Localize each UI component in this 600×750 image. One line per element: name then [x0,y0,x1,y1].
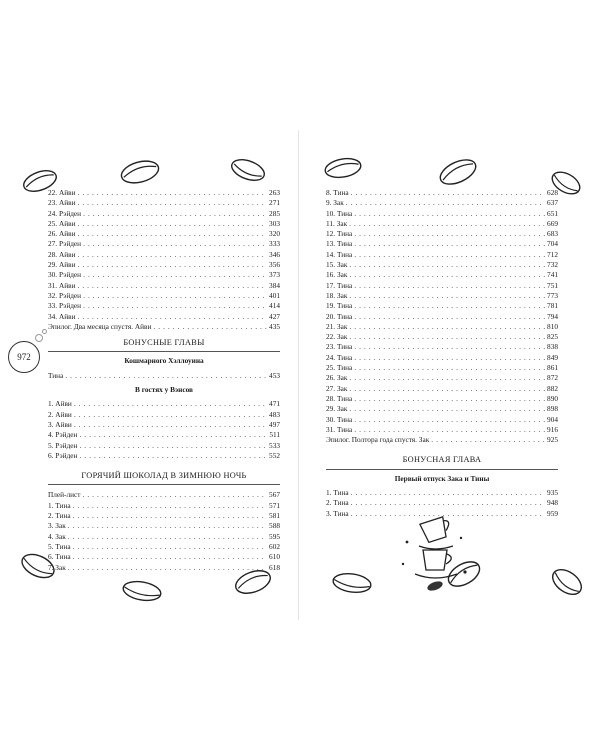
coffee-bean-icon [322,155,364,181]
toc-entry [48,451,280,461]
toc-entry-title: 16. Зак [326,270,348,280]
dot-leader [349,332,545,342]
toc-entry-title: 25. Тина [326,363,353,373]
toc-entry-title: 19. Тина [326,301,353,311]
toc-entry [326,498,558,508]
toc-entry-page: 373 [269,270,280,280]
toc-entry-page: 333 [269,239,280,249]
toc-entry-page: 427 [269,311,280,321]
dot-leader [73,501,267,511]
toc-entry-page: 959 [547,508,558,518]
dot-leader [79,451,267,461]
toc-entry-title: 26. Айви [48,229,76,239]
toc-entry [48,260,280,270]
toc-entry-title: 1. Тина [326,488,349,498]
coffee-bean-icon [548,170,584,196]
hot-chocolate-heading: ГОРЯЧИЙ ШОКОЛАД В ЗИМНЮЮ НОЧЬ [81,471,247,481]
dot-leader [77,219,267,229]
toc-entry [326,301,558,311]
dot-leader [354,239,545,249]
section-rule [48,484,280,485]
toc-entry [326,415,558,425]
coffee-bean-icon [232,568,274,596]
toc-entry [48,371,280,381]
toc-entry-title: 22. Айви [48,188,76,197]
toc-entry-title: 5. Рэйден [48,440,78,450]
toc-entry-page: 651 [547,208,558,218]
toc-entry [326,260,558,270]
toc-entry [326,384,558,394]
toc-entry-page: 781 [547,301,558,311]
toc-entry-page: 384 [269,280,280,290]
toc-entry-page: 602 [269,541,280,551]
dot-leader [349,322,545,332]
toc-entry-page: 810 [547,321,558,331]
toc-entry [48,229,280,239]
toc-entry-title: 4. Зак [48,531,66,541]
toc-entry [326,322,558,332]
toc-entry-page: 704 [547,239,558,249]
toc-entry [48,542,280,552]
page-number-dot [42,329,47,334]
toc-entry-page: 916 [547,424,558,434]
dot-leader [349,384,545,394]
toc-entry-title: 27. Рэйден [48,239,82,249]
toc-entry [48,501,280,511]
toc-entry-title: 2. Айви [48,409,72,419]
toc-entry-page: 435 [269,321,280,331]
toc-entry [48,301,280,311]
toc-entry-title: 23. Тина [326,342,353,352]
toc-entry-page: 271 [269,198,280,208]
dot-leader [73,511,267,521]
dot-leader [354,394,545,404]
toc-entry-page: 861 [547,363,558,373]
toc-entry-page: 637 [547,198,558,208]
toc-entry-title: 29. Айви [48,260,76,270]
dot-leader [354,209,545,219]
toc-entry-title: 4. Рэйден [48,430,78,440]
toc-entry-page: 712 [547,249,558,259]
toc-entry-page: 882 [547,383,558,393]
toc-entry [326,188,558,198]
dot-leader [83,209,267,219]
toc-entry-title: 17. Тина [326,280,353,290]
toc-entry-title: 10. Тина [326,208,353,218]
dot-leader [354,301,545,311]
dot-leader [68,532,267,542]
toc-entry-page: 741 [547,270,558,280]
toc-entry-page: 320 [269,229,280,239]
page-number-badge [8,341,40,373]
toc-entry [326,435,558,445]
toc-entry [326,281,558,291]
toc-entry [48,430,280,440]
toc-entry-page: 533 [269,440,280,450]
toc-entry [326,198,558,208]
toc-entry-page: 414 [269,301,280,311]
toc-entry-title: 6. Тина [48,552,71,562]
dot-leader [74,410,267,420]
dot-leader [73,542,267,552]
dot-leader [349,404,545,414]
dot-leader [77,281,267,291]
dot-leader [79,441,267,451]
toc-entry-title: 2. Тина [48,511,71,521]
toc-entry [326,394,558,404]
coffee-bean-icon [120,578,164,604]
bonus-halloween-title: Кошмарного Хэллоуина [124,356,204,366]
toc-entry-title: 30. Тина [326,414,353,424]
bonus-first-vacation-title: Первый отпуск Зака и Тины [394,473,490,483]
dot-leader [349,260,545,270]
toc-entry [326,229,558,239]
toc-entry [48,420,280,430]
toc-entry [326,239,558,249]
dot-leader [74,420,267,430]
toc-entry [48,410,280,420]
toc-entry [48,441,280,451]
toc-entry-title: 21. Зак [326,321,348,331]
toc-entry-page: 285 [269,208,280,218]
toc-entry-title: 33. Рэйден [48,301,82,311]
toc-entry-title: 25. Айви [48,218,76,228]
coffee-bean-icon [330,570,374,596]
toc-entry [48,250,280,260]
toc-entry [48,511,280,521]
toc-entry [48,188,280,198]
toc-entry-title: 6. Рэйден [48,450,78,460]
toc-entry-page: 838 [547,342,558,352]
toc-entry-title: 9. Зак [326,198,344,208]
toc-entry-title: 31. Тина [326,424,353,434]
toc-entry [48,521,280,531]
dot-leader [351,498,545,508]
bonus-vance-entries [48,399,280,461]
section-rule [326,469,558,470]
toc-entry-title: 27. Зак [326,383,348,393]
bonus-chapter-heading: БОНУСНАЯ ГЛАВА [402,455,482,465]
toc-entry-page: 511 [269,430,280,440]
right-toc [326,188,558,519]
toc-entry [48,270,280,280]
toc-entry-title: 20. Тина [326,311,353,321]
toc-entry [326,353,558,363]
dot-leader [354,363,545,373]
toc-entry-title: 5. Тина [48,541,71,551]
toc-entry [48,281,280,291]
dot-leader [83,239,267,249]
bonus-vance-title: В гостях у Вэнсов [135,385,193,395]
dot-leader [74,399,267,409]
hot-chocolate-entries [48,490,280,572]
toc-entry [326,291,558,301]
toc-entry-page: 849 [547,352,558,362]
toc-entry-title: 3. Тина [326,508,349,518]
toc-entry [326,219,558,229]
toc-entry-title: 26. Зак [326,373,348,383]
dot-leader [77,198,267,208]
toc-entry-page: 588 [269,521,280,531]
bonus-halloween-entries [48,371,280,381]
toc-entry [326,332,558,342]
dot-leader [354,342,545,352]
toc-entry [48,322,280,332]
coffee-bean-icon [548,568,586,596]
toc-entry-title: 30. Рэйден [48,270,82,280]
toc-entry-page: 925 [547,435,558,445]
toc-entry-title: 7. Зак [48,562,66,572]
dot-leader [346,198,545,208]
toc-entry-page: 610 [269,552,280,562]
toc-entry-page: 497 [269,419,280,429]
coffee-bean-icon [228,157,268,183]
toc-entry-page: 669 [547,218,558,228]
toc-entry-title: 18. Зак [326,290,348,300]
toc-entry [326,209,558,219]
toc-entry-title: 1. Айви [48,399,72,409]
dot-leader [354,281,545,291]
dot-leader [65,371,267,381]
toc-entry-page: 751 [547,280,558,290]
toc-entry-title: 1. Тина [48,500,71,510]
dot-leader [68,521,267,531]
dot-leader [83,270,267,280]
toc-entry [48,219,280,229]
toc-entry-page: 346 [269,249,280,259]
toc-entry-page: 890 [547,393,558,403]
toc-entry-title: 14. Тина [326,249,353,259]
toc-entry-page: 898 [547,404,558,414]
dot-leader [153,322,267,332]
toc-entry-page: 263 [269,188,280,197]
toc-entry [48,312,280,322]
dot-leader [349,219,545,229]
toc-entry-page: 948 [547,498,558,508]
toc-entry-page: 471 [269,399,280,409]
dot-leader [431,435,545,445]
dot-leader [82,490,267,500]
toc-entry-page: 904 [547,414,558,424]
toc-entry [326,342,558,352]
toc-entry-page: 825 [547,332,558,342]
dot-leader [349,270,545,280]
dot-leader [354,353,545,363]
page-number: 972 [17,352,31,362]
toc-entry-page: 303 [269,218,280,228]
toc-entry-page: 567 [269,490,280,500]
toc-entry-title: 12. Тина [326,229,353,239]
toc-entry-title: 22. Зак [326,332,348,342]
toc-entry-page: 618 [269,562,280,572]
page-number-dot [35,334,43,342]
toc-entry-title: 8. Тина [326,188,349,197]
toc-entry-title: 28. Айви [48,249,76,259]
toc-entry [48,490,280,500]
dot-leader [77,188,267,198]
toc-entry [326,363,558,373]
toc-entry-page: 794 [547,311,558,321]
dot-leader [349,291,545,301]
toc-entry [326,488,558,498]
bonus-chapters-heading: БОНУСНЫЕ ГЛАВЫ [123,338,205,348]
toc-entry-title: 23. Айви [48,198,76,208]
toc-entry-page: 571 [269,500,280,510]
toc-entry [326,373,558,383]
toc-entry-page: 773 [547,290,558,300]
left-top-entries [48,188,280,332]
right-entries [326,188,558,445]
dot-leader [73,552,267,562]
toc-entry-page: 683 [547,229,558,239]
dot-leader [79,430,267,440]
dot-leader [77,229,267,239]
toc-entry [48,532,280,542]
toc-entry-page: 628 [547,188,558,197]
toc-entry-page: 581 [269,511,280,521]
toc-entry-page: 595 [269,531,280,541]
stacked-cups-icon [395,512,475,592]
toc-entry-page: 483 [269,409,280,419]
toc-entry-title: Эпилог. Два месяца спустя. Айви [48,321,152,331]
toc-entry [326,425,558,435]
toc-entry-title: Плей-лист [48,490,81,500]
toc-entry [48,209,280,219]
toc-entry-title: 32. Рэйден [48,290,82,300]
toc-entry-title: 13. Тина [326,239,353,249]
dot-leader [83,291,267,301]
book-gutter [298,130,299,620]
dot-leader [354,415,545,425]
dot-leader [354,312,545,322]
toc-entry-page: 356 [269,260,280,270]
toc-entry-title: 2. Тина [326,498,349,508]
coffee-bean-icon [20,168,60,194]
toc-entry-title: 3. Айви [48,419,72,429]
toc-entry-title: Эпилог. Полтора года спустя. Зак [326,435,430,445]
toc-entry-title: 28. Тина [326,393,353,403]
toc-entry-page: 552 [269,450,280,460]
toc-entry-title: 3. Зак [48,521,66,531]
toc-entry-title: 29. Зак [326,404,348,414]
toc-entry-page: 935 [547,488,558,498]
toc-entry [326,270,558,280]
dot-leader [77,312,267,322]
dot-leader [77,250,267,260]
dot-leader [354,229,545,239]
toc-entry-title: 31. Айви [48,280,76,290]
toc-entry-title: 11. Зак [326,218,348,228]
toc-entry-page: 401 [269,290,280,300]
toc-entry-title: 24. Тина [326,352,353,362]
dot-leader [77,260,267,270]
toc-entry-title: 24. Рэйден [48,208,82,218]
dot-leader [83,301,267,311]
toc-entry [48,198,280,208]
toc-entry [48,291,280,301]
coffee-bean-icon [18,552,58,580]
toc-entry [326,250,558,260]
dot-leader [354,425,545,435]
toc-entry-title: 15. Зак [326,260,348,270]
toc-entry-page: 732 [547,260,558,270]
toc-entry [326,312,558,322]
coffee-bean-icon [118,158,162,186]
dot-leader [349,373,545,383]
coffee-bean-icon [436,158,480,186]
section-rule [48,351,280,352]
toc-entry [326,404,558,414]
dot-leader [351,488,545,498]
left-toc [48,188,280,573]
toc-entry-title: Тина [48,370,64,380]
dot-leader [351,188,545,198]
toc-entry [48,399,280,409]
toc-entry-page: 872 [547,373,558,383]
dot-leader [354,250,545,260]
toc-entry [48,239,280,249]
toc-entry [48,552,280,562]
toc-entry-page: 453 [269,370,280,380]
toc-entry-title: 34. Айви [48,311,76,321]
